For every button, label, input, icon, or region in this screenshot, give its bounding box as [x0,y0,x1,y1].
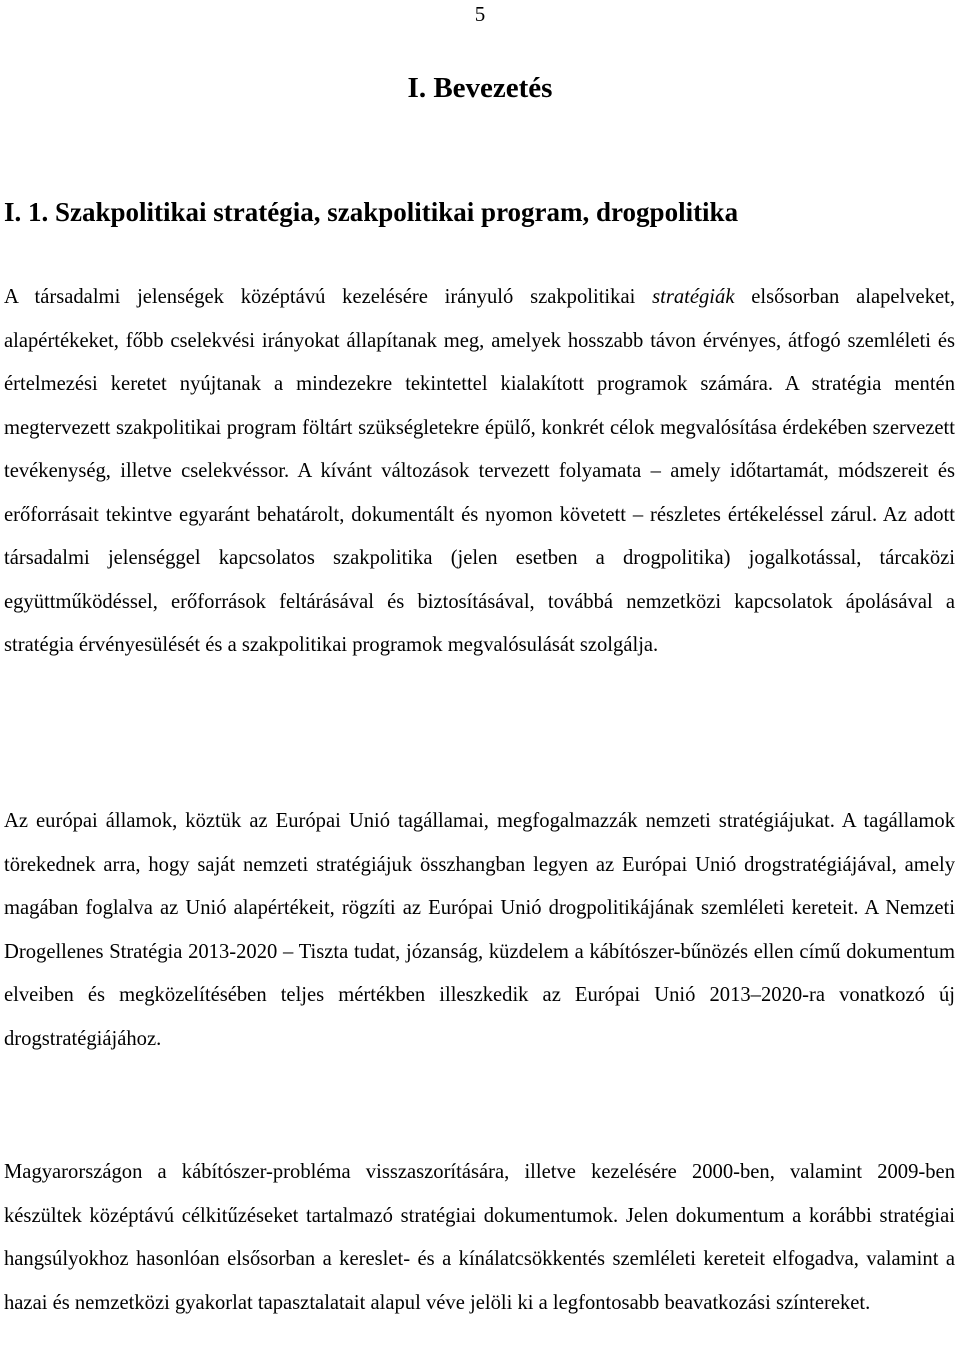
section-title: I. 1. Szakpolitikai stratégia, szakpolitikai program, drogpolitika [4,197,739,227]
chapter-title: I. Bevezetés [407,72,553,104]
paragraph-strategy-definition [4,276,955,668]
page-number: 5 [474,2,486,26]
paragraph-hungary-strategies: Magyarországon a kábítószer-probléma visszaszorítására, illetve kezelésére 2000-ben, valamint 2009-ben készültek középtávú célkitűzéseket tartalmazó stratégiai dokumentumok. Jelen dokumentum a korábbi stratégiai hangsúlyokhoz hasonlóan elsősorban a kereslet- és a kínálatcsökkentés szemléleti kereteit elfogadva, valamint a hazai és nemzetközi gyakorlat tapasztalatait alapul véve jelöli ki a legfontosabb beavatkozási színtereket. [4,1161,955,1314]
paragraph-european-strategies: Az európai államok, köztük az Európai Unió tagállamai, megfogalmazzák nemzeti stratégiájukat. A tagállamok törekednek arra, hogy saját nemzeti stratégiájuk összhangban legyen az Európai Unió drogstratégiájával, amely magában foglalva az Unió alapértékeit, rögzíti az Európai Unió drogpolitikájának szemléleti kereteit. A Nemzeti Drogellenes Stratégia 2013-2020 – Tiszta tudat, józanság, küzdelem a kábítószer-bűnözés ellen című dokumentum elveiben és megközelítésében teljes mértékben illeszkedik az Európai Unió 2013–2020-ra vonatkozó új drogstratégiájához. [4,810,955,1050]
paragraph-text: A társadalmi jelenségek középtávú kezelésére irányuló szakpolitikai [4,286,653,308]
emphasized-term: stratégiák [652,286,735,308]
paragraph-text: elsősorban alapelveket, alapértékeket, főbb cselekvési irányokat állapítanak meg, amelyek hosszabb távon érvényes, átfogó szemléleti és értelmezési keretet nyújtanak a mindezekre tekintettel kialakított programok számára. A stratégia mentén megtervezett szakpolitikai program föltárt szükségletekre épülő, konkrét célok megvalósítása érdekében szervezett tevékenység, illetve cselekvéssor. A kívánt változások tervezett folyamata – amely időtartamát, módszereit és erőforrásait tekintve egyaránt behatárolt, dokumentált és nyomon követett – részletes értékeléssel zárul. Az adott társadalmi jelenséggel kapcsolatos szakpolitika (jelen esetben a drogpolitika) jogalkotással, tárcaközi együttműködéssel, erőforrások feltárásával és biztosításával, továbbá nemzetközi kapcsolatok ápolásával a stratégia érvényesülését és a szakpolitikai programok megvalósulását szolgálja. [4,286,956,656]
